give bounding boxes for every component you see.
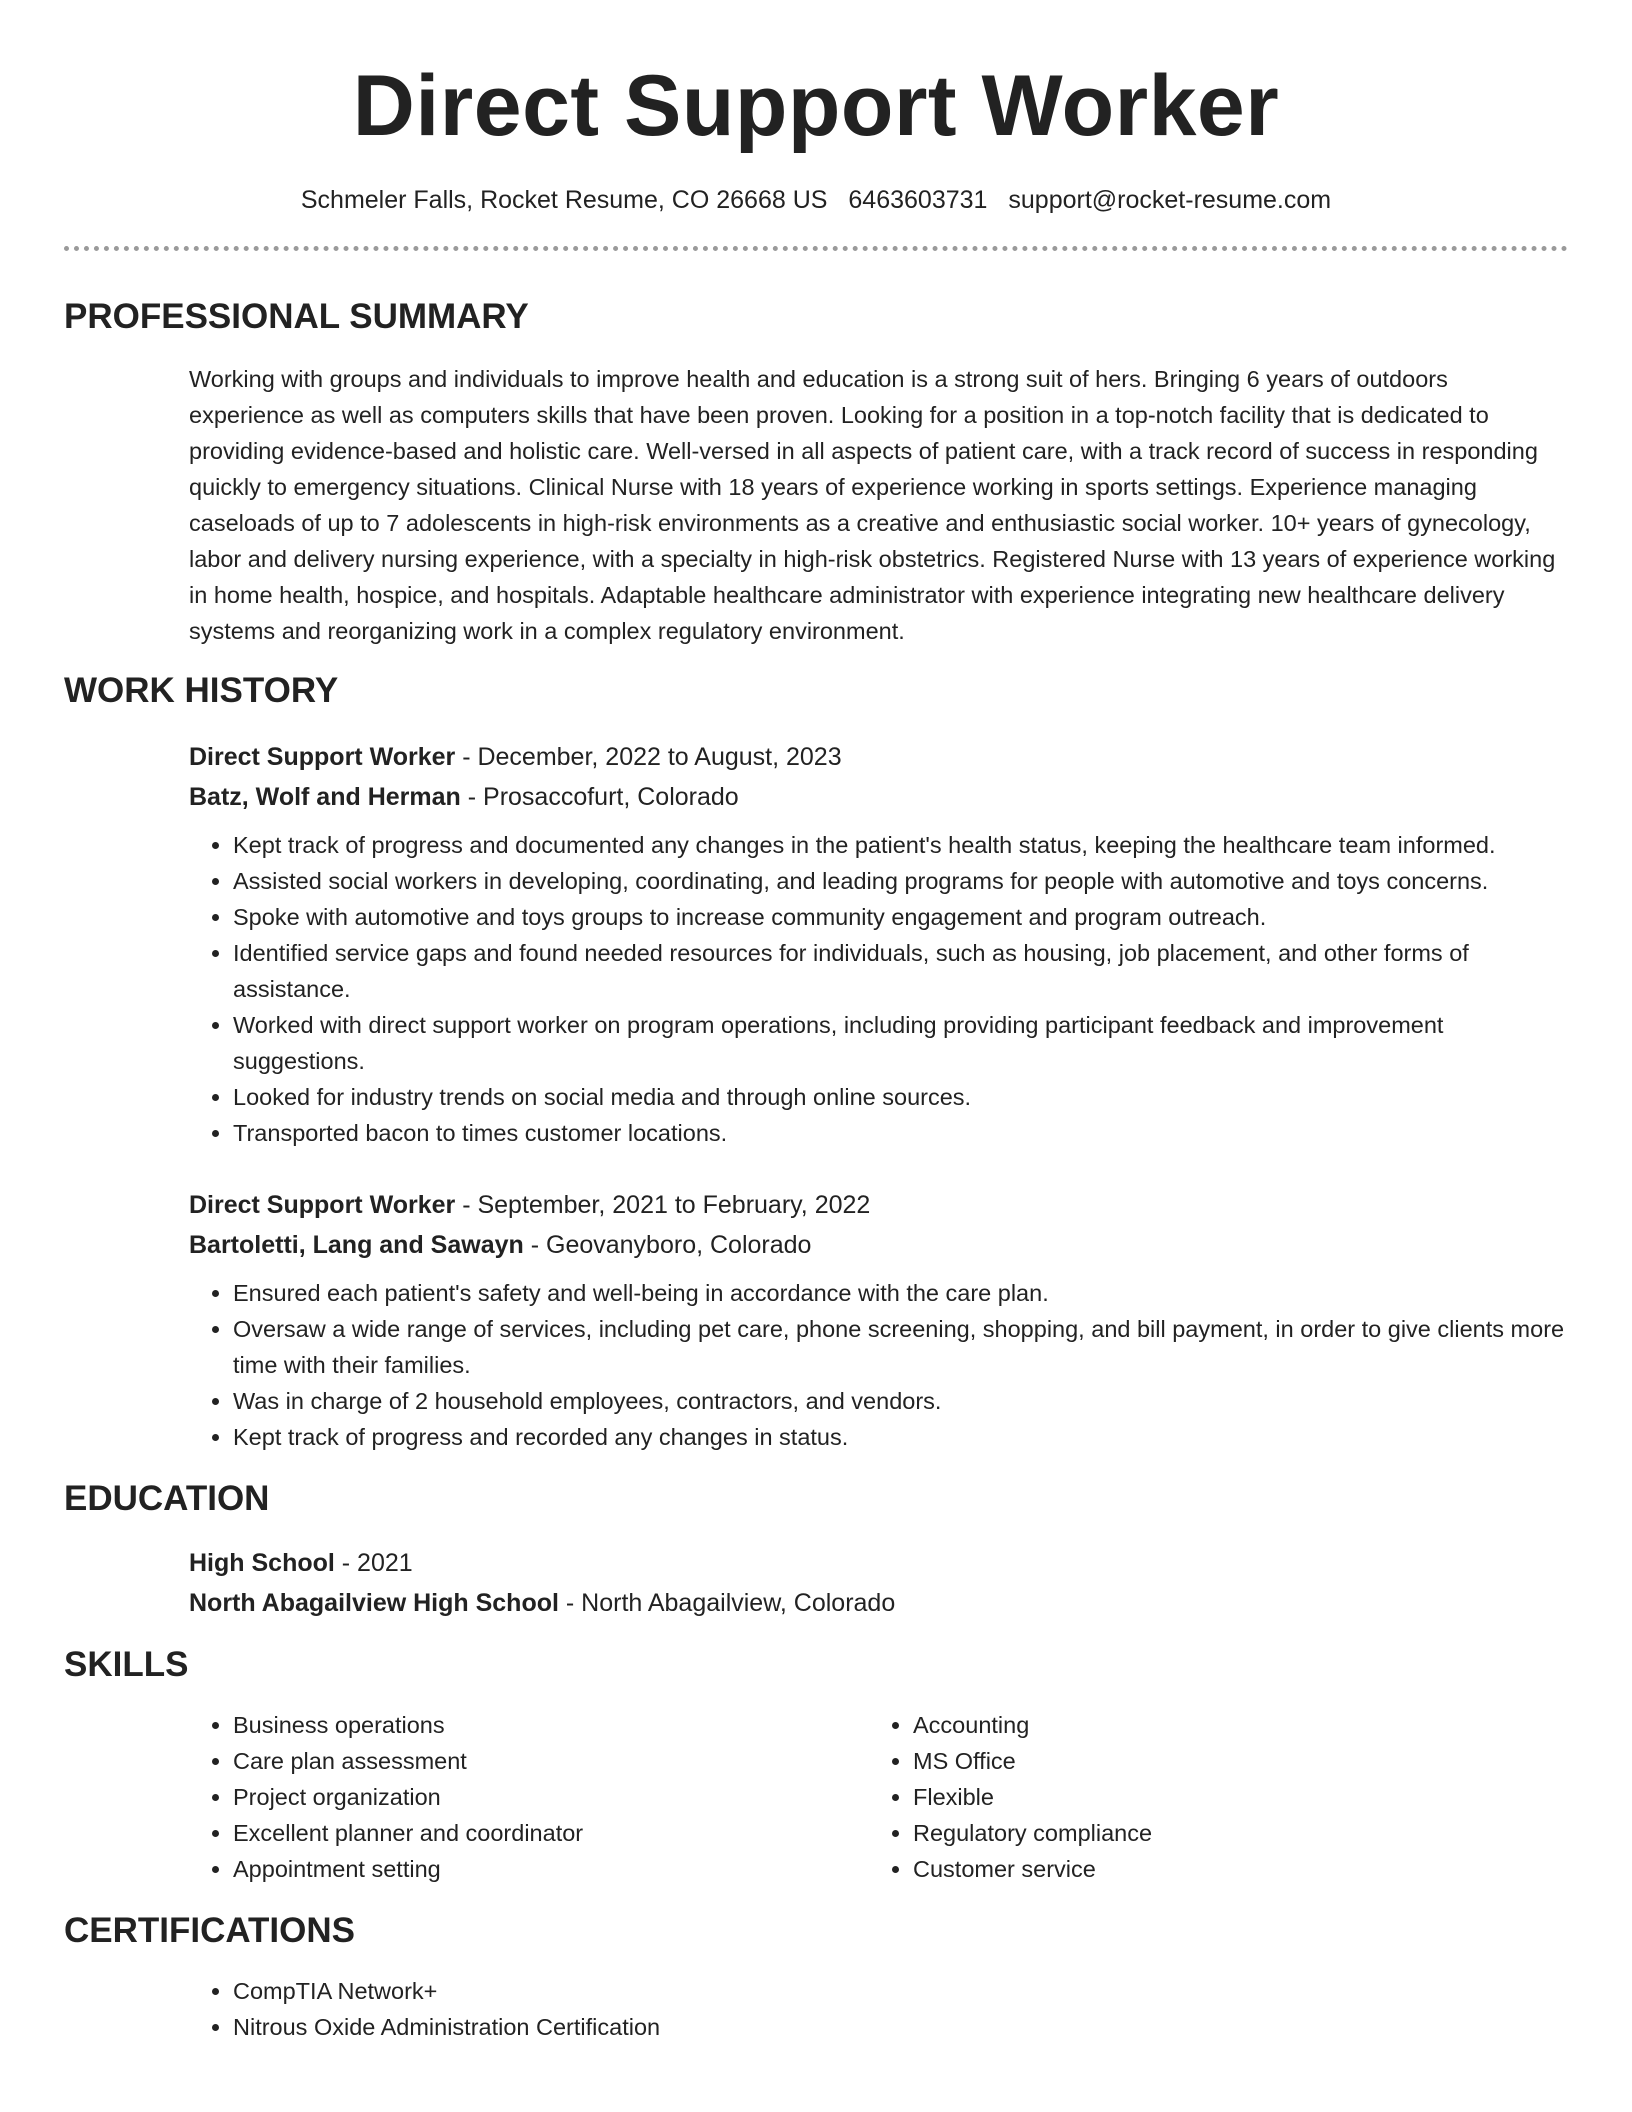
certifications-heading: CERTIFICATIONS	[64, 1911, 356, 1950]
skill-item: • Excellent planner and coordinator	[233, 1815, 869, 1851]
candidate-name: Direct Support Worker	[352, 58, 1280, 154]
list-item: • Identified service gaps and found needed resources for individuals, such as housing, job placement, and other forms of assistance.	[233, 935, 1568, 1007]
work-history-heading: WORK HISTORY	[64, 671, 339, 710]
list-item: • Transported bacon to times customer locations.	[233, 1115, 1568, 1151]
skill-item: • Customer service	[913, 1851, 1549, 1887]
education-heading: EDUCATION	[64, 1479, 270, 1518]
list-item: • Worked with direct support worker on program operations, including providing participant feedback and improvement suggestions.	[233, 1007, 1568, 1079]
skill-item: • Flexible	[913, 1779, 1549, 1815]
skill-item: • Business operations	[233, 1707, 869, 1743]
certifications-body	[189, 1973, 1568, 2045]
skill-item: • MS Office	[913, 1743, 1549, 1779]
skill-item: • Accounting	[913, 1707, 1549, 1743]
summary-heading: PROFESSIONAL SUMMARY	[64, 297, 529, 336]
list-item: • Oversaw a wide range of services, including pet care, phone screening, shopping, and bill payment, in order to give clients more time with their families.	[233, 1311, 1568, 1383]
job-dates: - September, 2021 to February, 2022	[455, 1191, 871, 1219]
education-school: North Abagailview High School	[189, 1589, 559, 1617]
skill-item: • Appointment setting	[233, 1851, 869, 1887]
job-dates: - December, 2022 to August, 2023	[455, 743, 842, 771]
skills-column-right	[869, 1707, 1549, 1887]
list-item: • Looked for industry trends on social media and through online sources.	[233, 1079, 1568, 1115]
job-company-line	[189, 1225, 1568, 1265]
skill-item: • Care plan assessment	[233, 1743, 869, 1779]
job-title-line	[189, 737, 1568, 777]
header-divider	[64, 246, 1568, 251]
education-entry	[189, 1543, 1568, 1623]
job-company: Bartoletti, Lang and Sawayn	[189, 1231, 524, 1259]
job-location: - Geovanyboro, Colorado	[523, 1231, 812, 1259]
education-year: - 2021	[334, 1549, 413, 1577]
skill-item: • Regulatory compliance	[913, 1815, 1549, 1851]
job-company: Batz, Wolf and Herman	[189, 783, 461, 811]
job-entry	[189, 737, 1568, 1151]
job-location: - Prosaccofurt, Colorado	[460, 783, 739, 811]
list-item: • Assisted social workers in developing, coordinating, and leading programs for people with automotive and toys concerns.	[233, 863, 1568, 899]
contact-phone: 6463603731	[848, 186, 988, 214]
job-duties-list	[189, 1275, 1568, 1455]
list-item: • Was in charge of 2 household employees, contractors, and vendors.	[233, 1383, 1568, 1419]
job-role: Direct Support Worker	[189, 1191, 456, 1219]
skills-column-left	[189, 1707, 869, 1887]
skills-grid	[189, 1707, 1568, 1887]
education-location: - North Abagailview, Colorado	[558, 1589, 896, 1617]
education-degree-line	[189, 1543, 1568, 1583]
list-item: • Spoke with automotive and toys groups to increase community engagement and program outreach.	[233, 899, 1568, 935]
list-item: • Ensured each patient's safety and well-being in accordance with the care plan.	[233, 1275, 1568, 1311]
certification-item: • Nitrous Oxide Administration Certification	[233, 2009, 1568, 2045]
contact-email: support@rocket-resume.com	[1008, 186, 1332, 214]
education-degree: High School	[189, 1549, 335, 1577]
skill-item: • Project organization	[233, 1779, 869, 1815]
certification-item: • CompTIA Network+	[233, 1973, 1568, 2009]
job-role: Direct Support Worker	[189, 743, 456, 771]
skills-heading: SKILLS	[64, 1645, 189, 1684]
job-duties-list	[189, 827, 1568, 1151]
list-item: • Kept track of progress and recorded any changes in status.	[233, 1419, 1568, 1455]
resume-page	[64, 0, 1568, 2045]
summary-text: Working with groups and individuals to improve health and education is a strong suit of hers. Bringing 6 years of outdoors experience as well as computers skills that have been proven. Looking for a position in a top-notch facility that is dedicated to providing evidence-based and holistic care. Well-versed in all aspects of patient care, with a track record of success in responding quickly to emergency situations. Clinical Nurse with 18 years of experience working in sports settings. Experience managing caseloads of up to 7 adolescents in high-risk environments as a creative and enthusiastic social worker. 10+ years of gynecology, labor and delivery nursing experience, with a specialty in high-risk obstetrics. Registered Nurse with 13 years of experience working in home health, hospice, and hospitals. Adaptable healthcare administrator with experience integrating new healthcare delivery systems and reorganizing work in a complex regulatory environment.	[189, 366, 1556, 644]
certifications-list	[189, 1973, 1568, 2045]
education-school-line	[189, 1583, 1568, 1623]
job-company-line	[189, 777, 1568, 817]
contact-address: Schmeler Falls, Rocket Resume, CO 26668 US	[300, 186, 828, 214]
contact-line	[64, 184, 1568, 216]
job-title-line	[189, 1185, 1568, 1225]
job-entry	[189, 1185, 1568, 1455]
list-item: • Kept track of progress and documented any changes in the patient's health status, keeping the healthcare team informed.	[233, 827, 1568, 863]
